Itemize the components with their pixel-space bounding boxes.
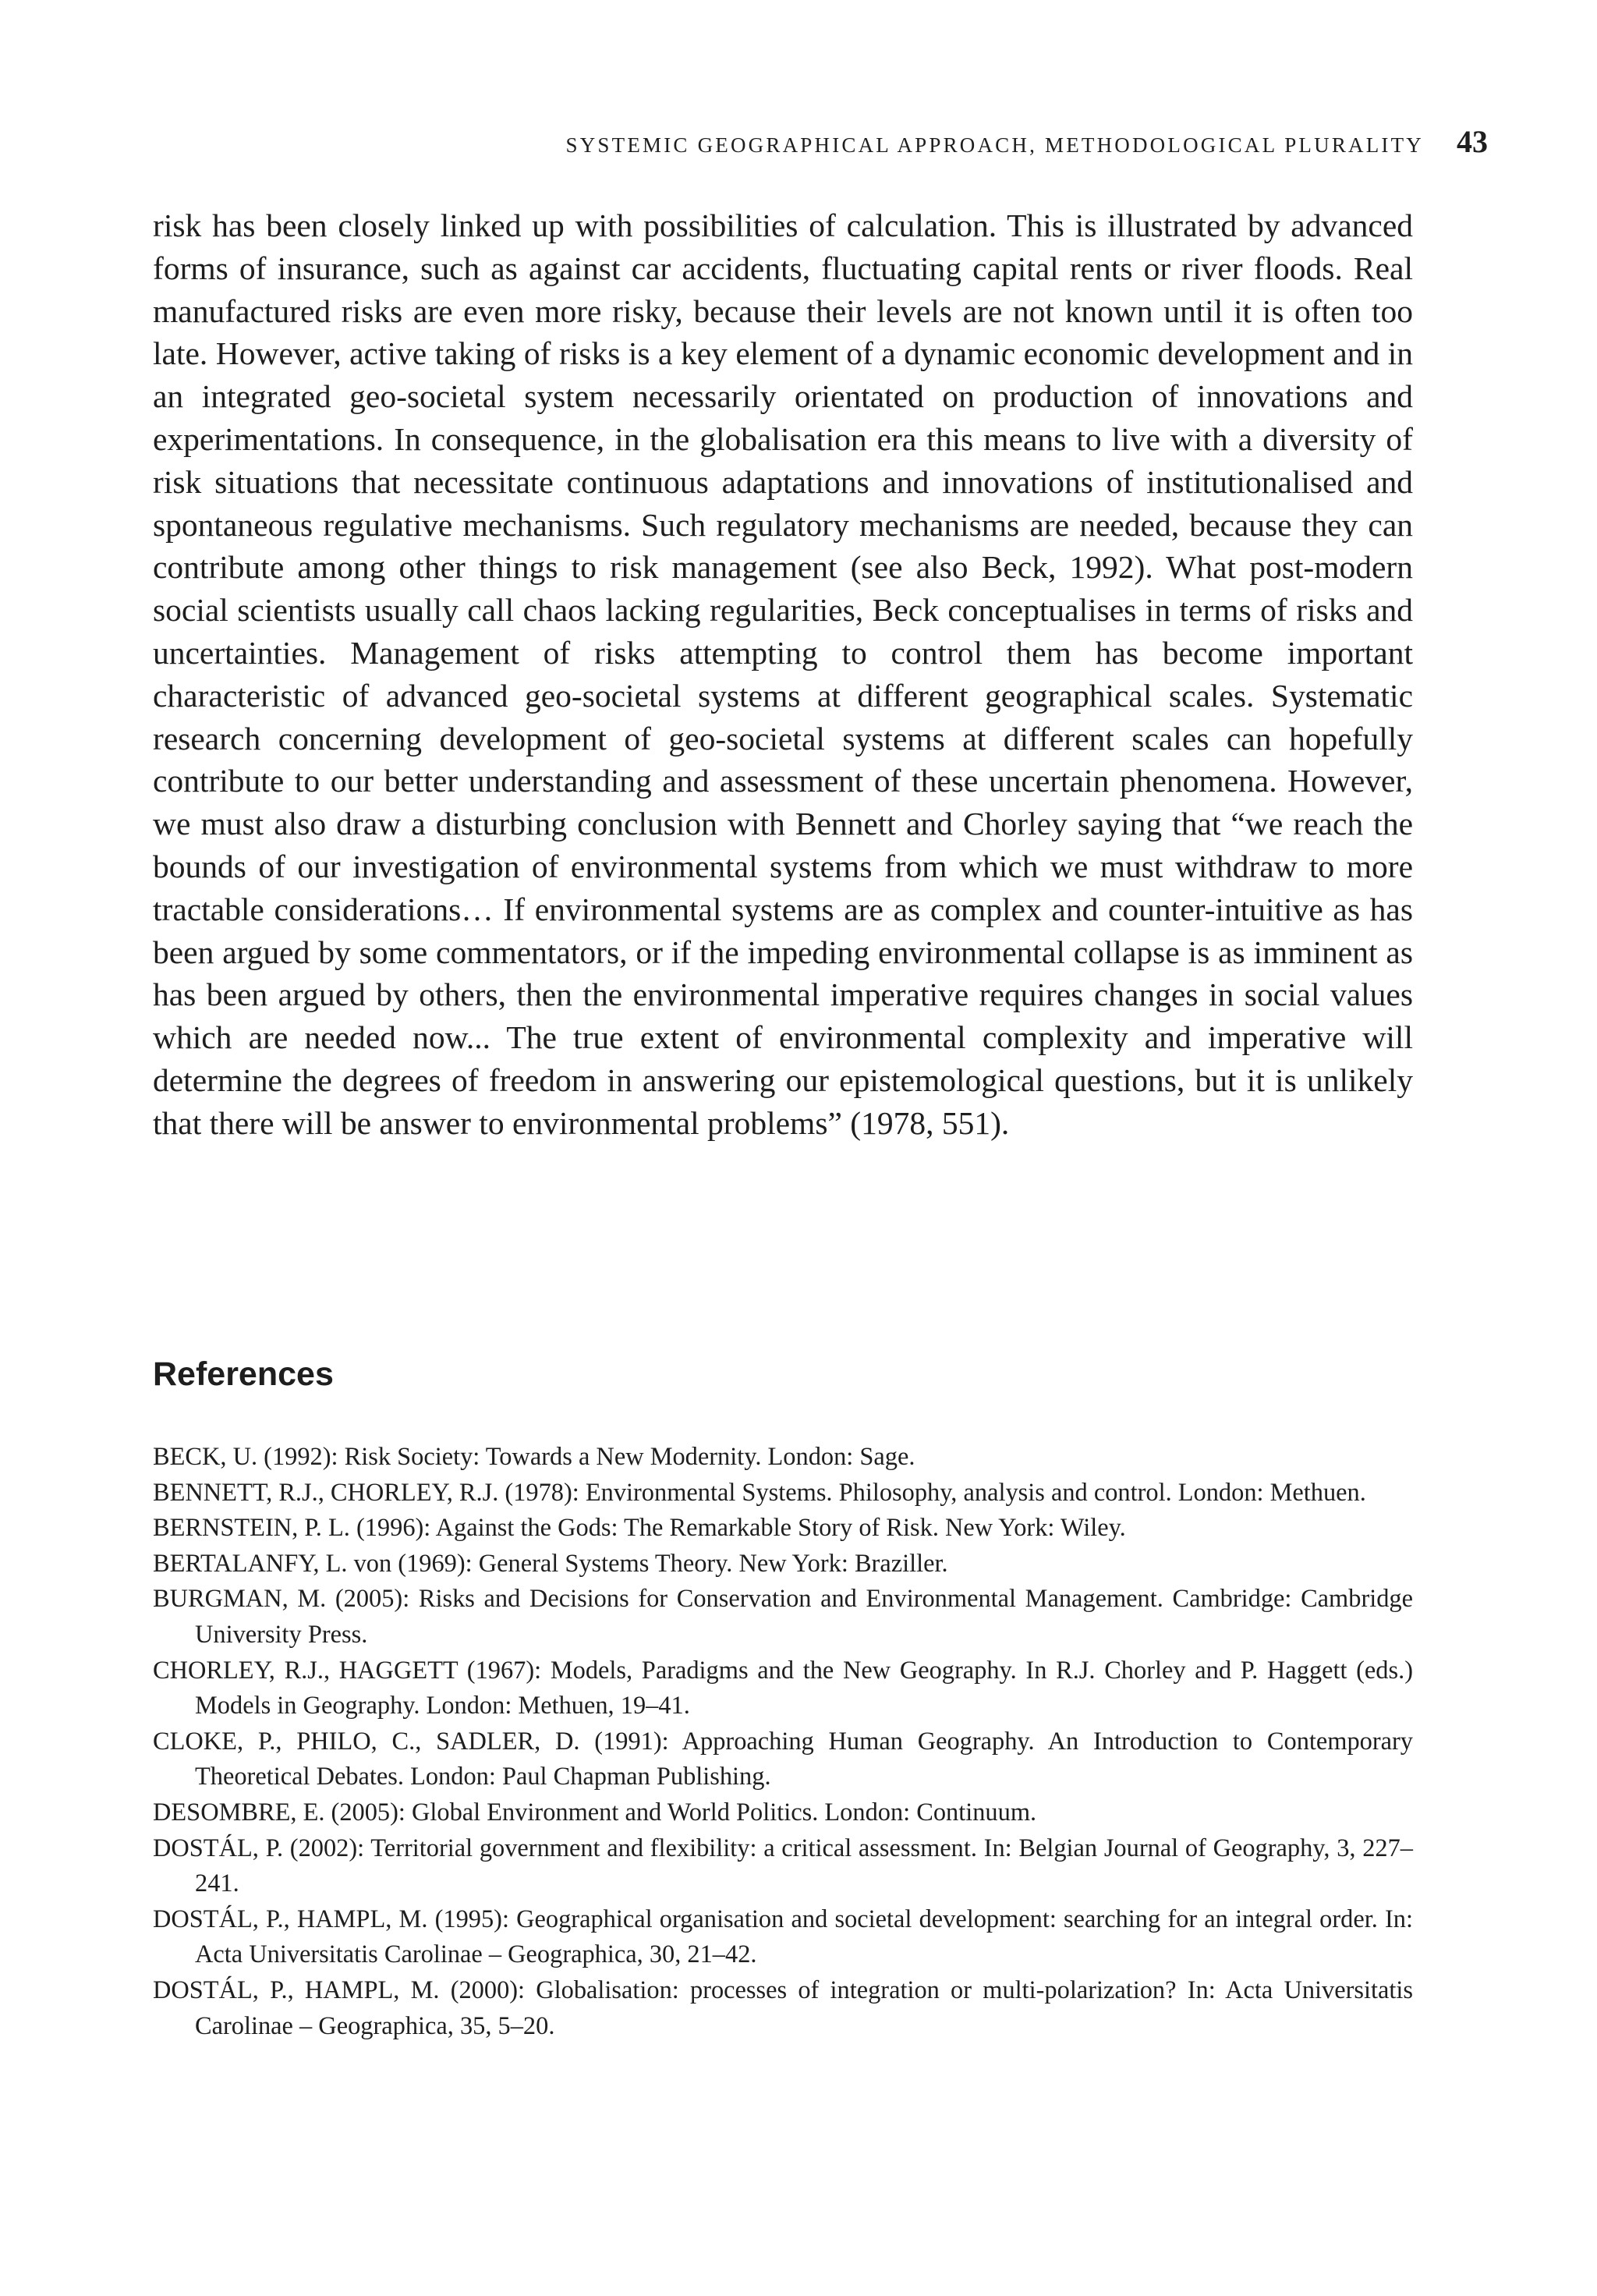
reference-item: BERTALANFY, L. von (1969): General Systems Theory. New York: Braziller. <box>153 1549 948 1578</box>
body-paragraph: risk has been closely linked up with possibilities of calculation. This is illustrated by advanced forms of insurance, such as against car accidents, fluctuating capital rents or river floods. Real manufactured risks are even more risky, because their levels are not known until it is often too late. However, active taking of risks is a key element of a dynamic economic development and in an integrated geo-societal system necessarily orientated on production of innovations and experimentations. In consequence, in the globalisation era this means to live with a diversity of risk situations that necessitate continuous adaptations and innovations of institutionalised and spontaneous regulative mechanisms. Such regulatory mechanisms are needed, because they can contribute among other things to risk management (see also Beck, 1992). What post-modern social scientists usually call chaos lacking regularities, Beck conceptualises in terms of risks and uncertainties. Management of risks attempting to control them has become important characteristic of advanced geo-societal systems at different geographical scales. Systematic research concerning development of geo-societal systems at different scales can hopefully contribute to our better understanding and assessment of these uncertain phenomena. However, we must also draw a disturbing conclusion with Bennett and Chorley saying that “we reach the bounds of our investigation of environmental systems from which we must withdraw to more tractable considerations… If environmental systems are as complex and counter-intuitive as has been argued by some commentators, or if the impeding environmental collapse is as imminent as has been argued by others, then the environmental imperative requires changes in social values which are needed now... The true extent of environmental complexity and imperative will determine the degrees of freedom in answering our epistemological questions, but it is unlikely that there will be answer to environmental problems” (1978, 551). <box>153 207 1413 1141</box>
page-number: 43 <box>1457 124 1488 159</box>
running-title: SYSTEMIC GEOGRAPHICAL APPROACH, METHODOLOGICAL PLURALITY <box>565 133 1424 157</box>
reference-item: CLOKE, P., PHILO, C., SADLER, D. (1991): Approaching Human Geography. An Introduction to Contemporary Theoretical Debates. London: Paul Chapman Publishing. <box>153 1727 1413 1791</box>
reference-item: BECK, U. (1992): Risk Society: Towards a New Modernity. London: Sage. <box>153 1443 915 1471</box>
references-heading: References <box>153 1355 334 1393</box>
reference-item: DOSTÁL, P., HAMPL, M. (1995): Geographical organisation and societal development: searching for an integral order. In: Acta Universitatis Carolinae – Geographica, 30, 21–42. <box>153 1904 1413 1969</box>
reference-item: DESOMBRE, E. (2005): Global Environment and World Politics. London: Continuum. <box>153 1798 1037 1827</box>
reference-item: DOSTÁL, P., HAMPL, M. (2000): Globalisation: processes of integration or multi-polarization? In: Acta Universitatis Carolinae – Geographica, 35, 5–20. <box>153 1975 1413 2040</box>
running-header <box>153 123 1488 160</box>
reference-item: BENNETT, R.J., CHORLEY, R.J. (1978): Environmental Systems. Philosophy, analysis and control. London: Methuen. <box>153 1478 1366 1507</box>
reference-item: DOSTÁL, P. (2002): Territorial government and flexibility: a critical assessment. In: Belgian Journal of Geography, 3, 227–241. <box>153 1834 1413 1898</box>
reference-item: BERNSTEIN, P. L. (1996): Against the Gods: The Remarkable Story of Risk. New York: Wiley. <box>153 1514 1126 1543</box>
reference-item: CHORLEY, R.J., HAGGETT (1967): Models, Paradigms and the New Geography. In R.J. Chorley and P. Haggett (eds.) Models in Geography. London: Methuen, 19–41. <box>153 1656 1413 1720</box>
references-list <box>153 1440 1413 2044</box>
reference-item: BURGMAN, M. (2005): Risks and Decisions for Conservation and Environmental Management. Cambridge: Cambridge University Press. <box>153 1585 1413 1649</box>
